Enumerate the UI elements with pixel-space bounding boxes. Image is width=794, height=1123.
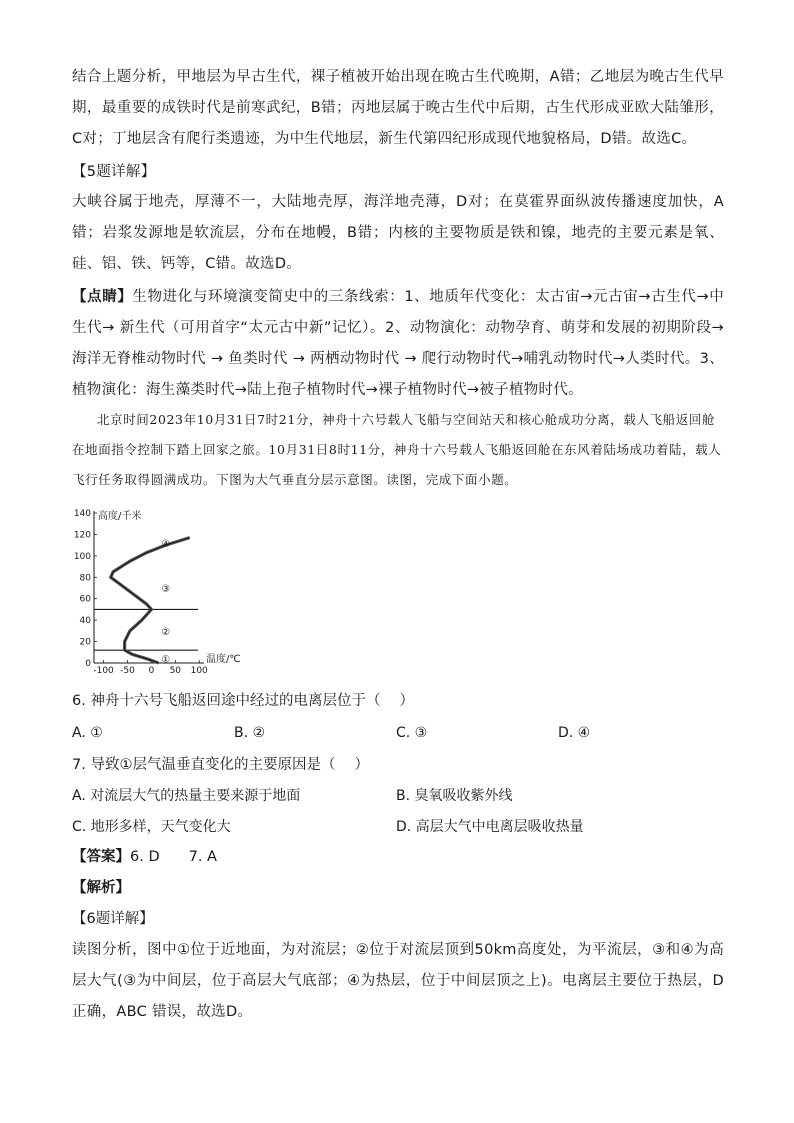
answer-text: 6. D 7. A	[130, 849, 217, 865]
q6-option-d[interactable]: D. ④	[558, 725, 591, 741]
temperature-curve	[111, 538, 190, 663]
q6-option-c[interactable]: C. ③	[396, 725, 428, 741]
q7-option-b[interactable]: B. 臭氧吸收紫外线	[396, 788, 513, 804]
y-axis-title: 高度/千米	[98, 511, 142, 522]
paragraph-prev-analysis: 结合上题分析，甲地层为早古生代，裸子植被开始出现在晚古生代晚期，A错；乙地层为晚古生代早期，最重要的成铁时代是前寒武纪，B错；丙地层属于晚古生代中后期，古生代形成亚欧大陆雏形，C对；丁地层含有爬行类遗迹，为中生代地层，新生代第四纪形成现代地貌格局，D错。故选C。	[72, 69, 724, 147]
x-tick-label: 0	[148, 666, 155, 676]
y-tick-label: 20	[79, 637, 91, 648]
y-tick-label: 40	[79, 616, 91, 627]
y-tick-label: 60	[79, 594, 91, 605]
analysis-heading: 【解析】	[72, 880, 130, 896]
q7-option-a[interactable]: A. 对流层大气的热量主要来源于地面	[72, 788, 301, 804]
y-tick-label: 120	[73, 530, 91, 541]
question-7: 7. 导致①层气温垂直变化的主要原因是（ ）	[72, 757, 370, 773]
answer-tag: 【答案】	[72, 849, 130, 865]
answer-line	[72, 846, 217, 868]
atmosphere-layer-chart	[72, 505, 241, 676]
q6-option-b[interactable]: B. ②	[234, 725, 266, 741]
heading-q6-detail: 【6题详解】	[72, 911, 154, 927]
y-tick-label: 100	[73, 551, 91, 562]
layer-label: ②	[161, 626, 171, 638]
x-tick-label: 100	[190, 666, 208, 676]
q7-option-d[interactable]: D. 高层大气中电离层吸收热量	[396, 819, 584, 835]
x-tick-label: 50	[169, 666, 182, 676]
x-axis-title: 温度/℃	[206, 654, 241, 665]
y-tick-label: 80	[79, 573, 91, 584]
x-tick-label: -50	[120, 666, 135, 676]
temperature-curve-shadow	[111, 538, 190, 663]
q6-option-a[interactable]: A. ①	[72, 725, 103, 741]
paragraph-q5-detail: 大峡谷属于地壳，厚薄不一，大陆地壳厚，海洋地壳薄，D对；在莫霍界面纵波传播速度加快，A错；岩浆发源地是软流层，分布在地幔，B错；内核的主要物质是铁和镍，地壳的主要元素是氧、硅、铝、铁、钙等，C错。故选D。	[72, 194, 724, 272]
question-6: 6. 神舟十六号飞船返回途中经过的电离层位于（ ）	[72, 693, 415, 709]
dianjing-text: 生物进化与环境演变简史中的三条线索：1、地质年代变化：太古宙→元古宙→古生代→中生代→ 新生代（可用首字“太元古中新”记忆）。2、动物演化：动物孕育、萌芽和发展的初期阶段→海洋无脊椎动物时代 → 鱼类时代 → 两栖动物时代 → 爬行动物时代→哺乳动物时代→人类时代。3、植物演化：海生藻类时代→陆上孢子植物时代→裸子植物时代→被子植物时代。	[72, 289, 724, 398]
chart-svg	[72, 505, 241, 676]
layer-label: ③	[161, 584, 171, 595]
reading-passage: 北京时间2023年10月31日7时21分，神舟十六号载人飞船与空间站天和核心舱成功分离，载人飞船返回舱在地面指令控制下踏上回家之旅。10月31日8时11分，神舟十六号载人飞船返回舱在东风着陆场成功着陆，载人飞行任务取得圆满成功。下图为大气垂直分层示意图。读图，完成下面小题。	[72, 412, 722, 487]
paragraph-q6-detail: 读图分析，图中①位于近地面，为对流层；②位于对流层顶到50km高度处，为平流层，③和④为高层大气(③为中间层，位于高层大气底部；④为热层，位于中间层顶之上)。电离层主要位于热层，D正确，ABC 错误，故选D。	[72, 942, 724, 1020]
q7-option-c[interactable]: C. 地形多样，天气变化大	[72, 819, 231, 835]
y-tick-label: 140	[73, 509, 91, 519]
layer-label: ④	[161, 539, 171, 550]
layer-label: ①	[161, 654, 171, 666]
x-tick-label: -100	[93, 666, 114, 676]
y-tick-label: 0	[85, 659, 91, 669]
paragraph-dianjing	[72, 282, 724, 406]
dianjing-tag: 【点睛】	[72, 289, 133, 305]
heading-q5-detail: 【5题详解】	[72, 164, 156, 180]
